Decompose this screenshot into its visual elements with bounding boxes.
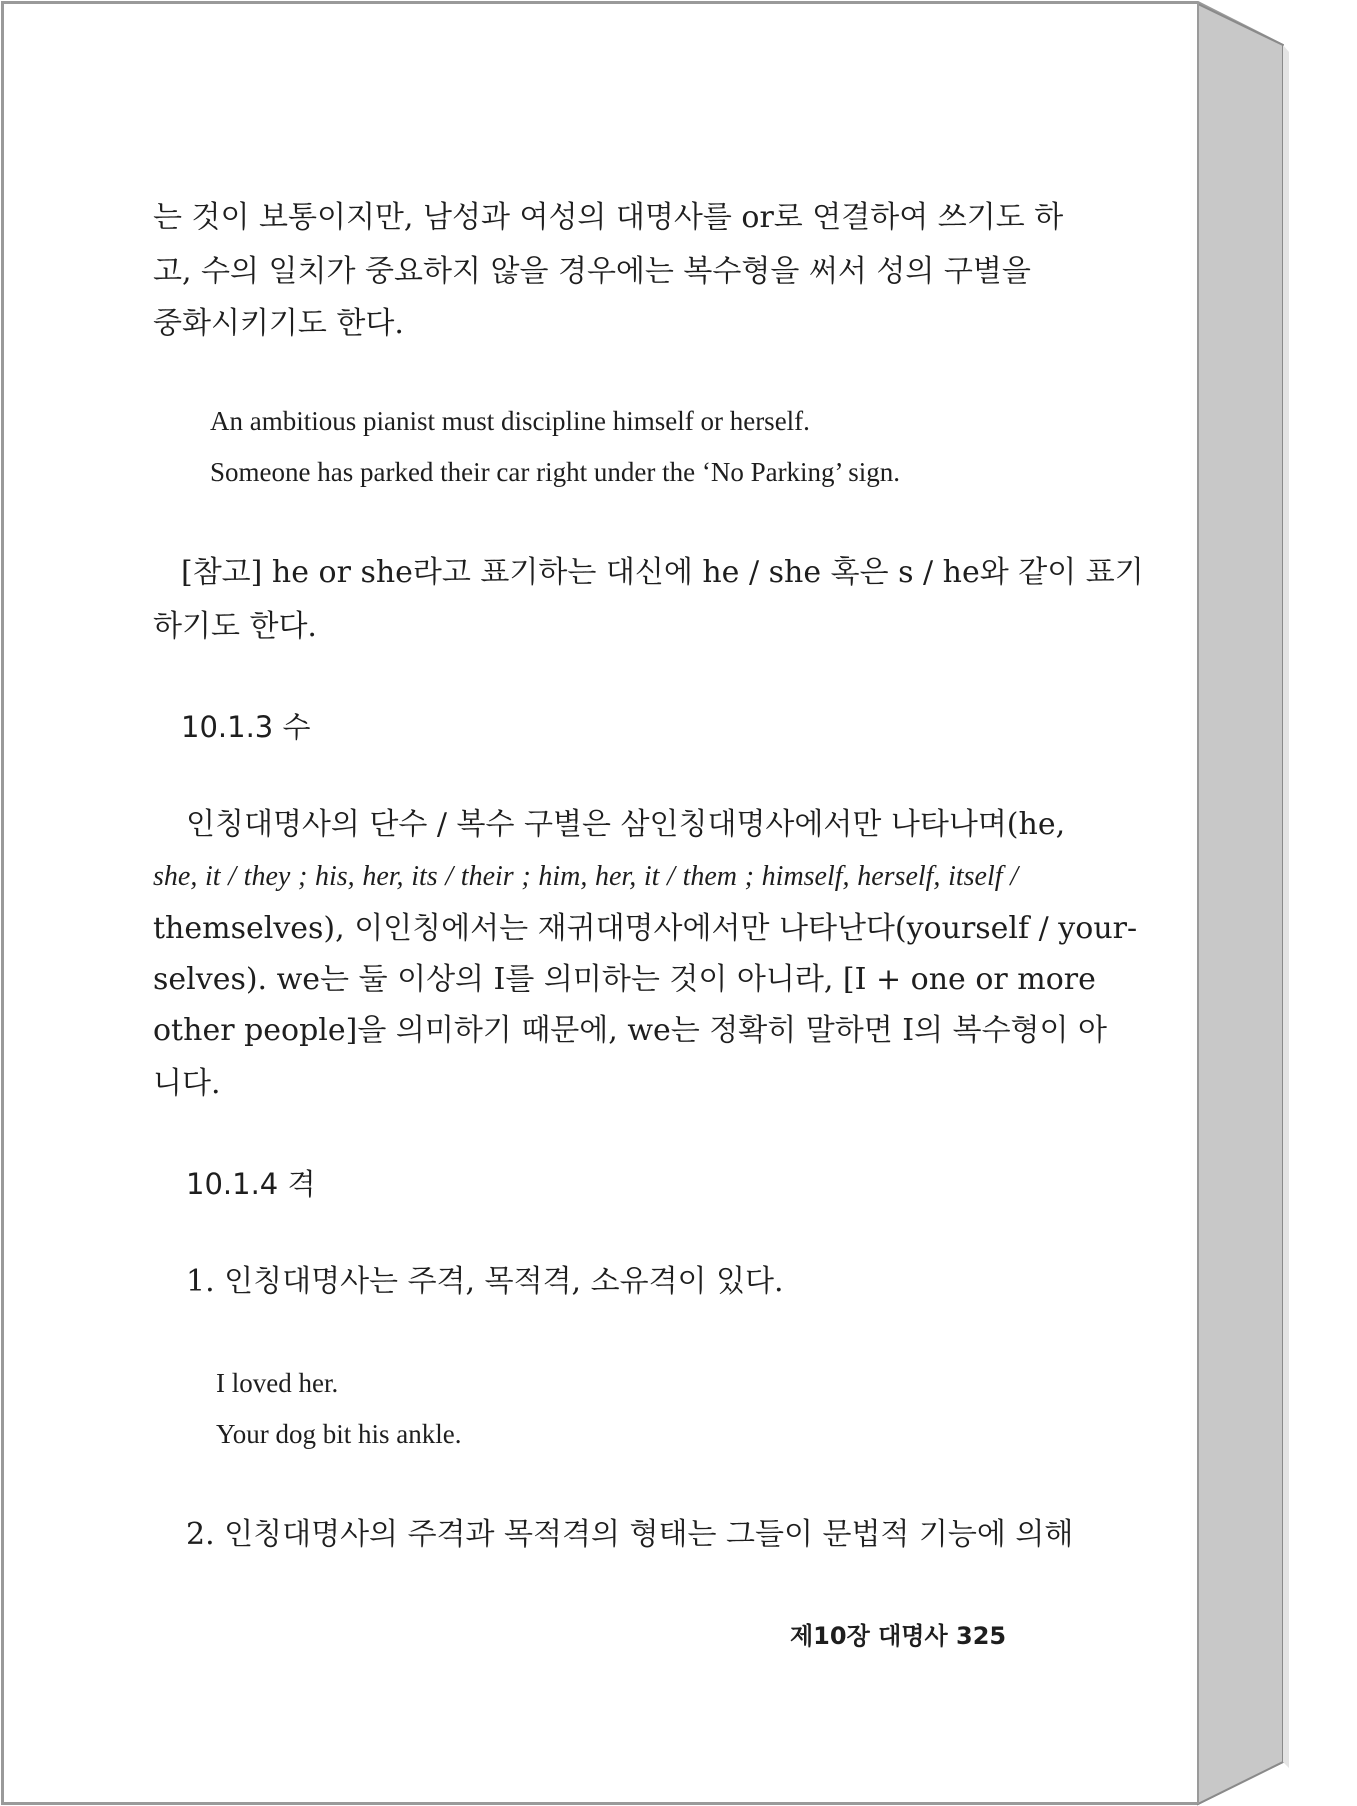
paragraph-line: 니다. bbox=[153, 1066, 221, 1101]
example-sentence: An ambitious pianist must discipline himself or herself. bbox=[210, 406, 810, 436]
numbered-item: 1. 인칭대명사는 주격, 목적격, 소유격이 있다. bbox=[186, 1264, 784, 1299]
paragraph-line: she, it / they ; his, her, its / their ; him, her, it / them ; himself, herself, itself / bbox=[153, 861, 1018, 892]
numbered-item: 2. 인칭대명사의 주격과 목적격의 형태는 그들이 문법적 기능에 의해 bbox=[186, 1517, 1074, 1552]
paragraph-line: 중화시키기도 한다. bbox=[153, 306, 404, 341]
paragraph-line: other people]을 의미하기 때문에, we는 정확히 말하면 I의 복수형이 아 bbox=[153, 1013, 1108, 1048]
paragraph-line: themselves), 이인칭에서는 재귀대명사에서만 나타난다(yourself / your- bbox=[153, 911, 1138, 946]
example-sentence: Your dog bit his ankle. bbox=[216, 1419, 462, 1449]
page-footer: 제10장 대명사 325 bbox=[790, 1622, 1007, 1650]
paragraph-line: 는 것이 보통이지만, 남성과 여성의 대명사를 or로 연결하여 쓰기도 하 bbox=[153, 200, 1064, 235]
example-sentence: Someone has parked their car right under the ‘No Parking’ sign. bbox=[210, 457, 901, 487]
paragraph-line: selves). we는 둘 이상의 I를 의미하는 것이 아니라, [I + one or more bbox=[153, 962, 1096, 997]
note-line: 하기도 한다. bbox=[153, 609, 317, 644]
paragraph-line: 인칭대명사의 단수 / 복수 구별은 삼인칭대명사에서만 나타나며(he, bbox=[186, 807, 1066, 842]
example-sentence: I loved her. bbox=[216, 1368, 339, 1398]
paragraph-line: 고, 수의 일치가 중요하지 않을 경우에는 복수형을 써서 성의 구별을 bbox=[153, 254, 1031, 289]
section-heading: 10.1.4 격 bbox=[186, 1167, 316, 1201]
note-line: [참고] he or she라고 표기하는 대신에 he / she 혹은 s / he와 같이 표기 bbox=[181, 555, 1144, 590]
section-heading: 10.1.3 수 bbox=[181, 710, 311, 744]
